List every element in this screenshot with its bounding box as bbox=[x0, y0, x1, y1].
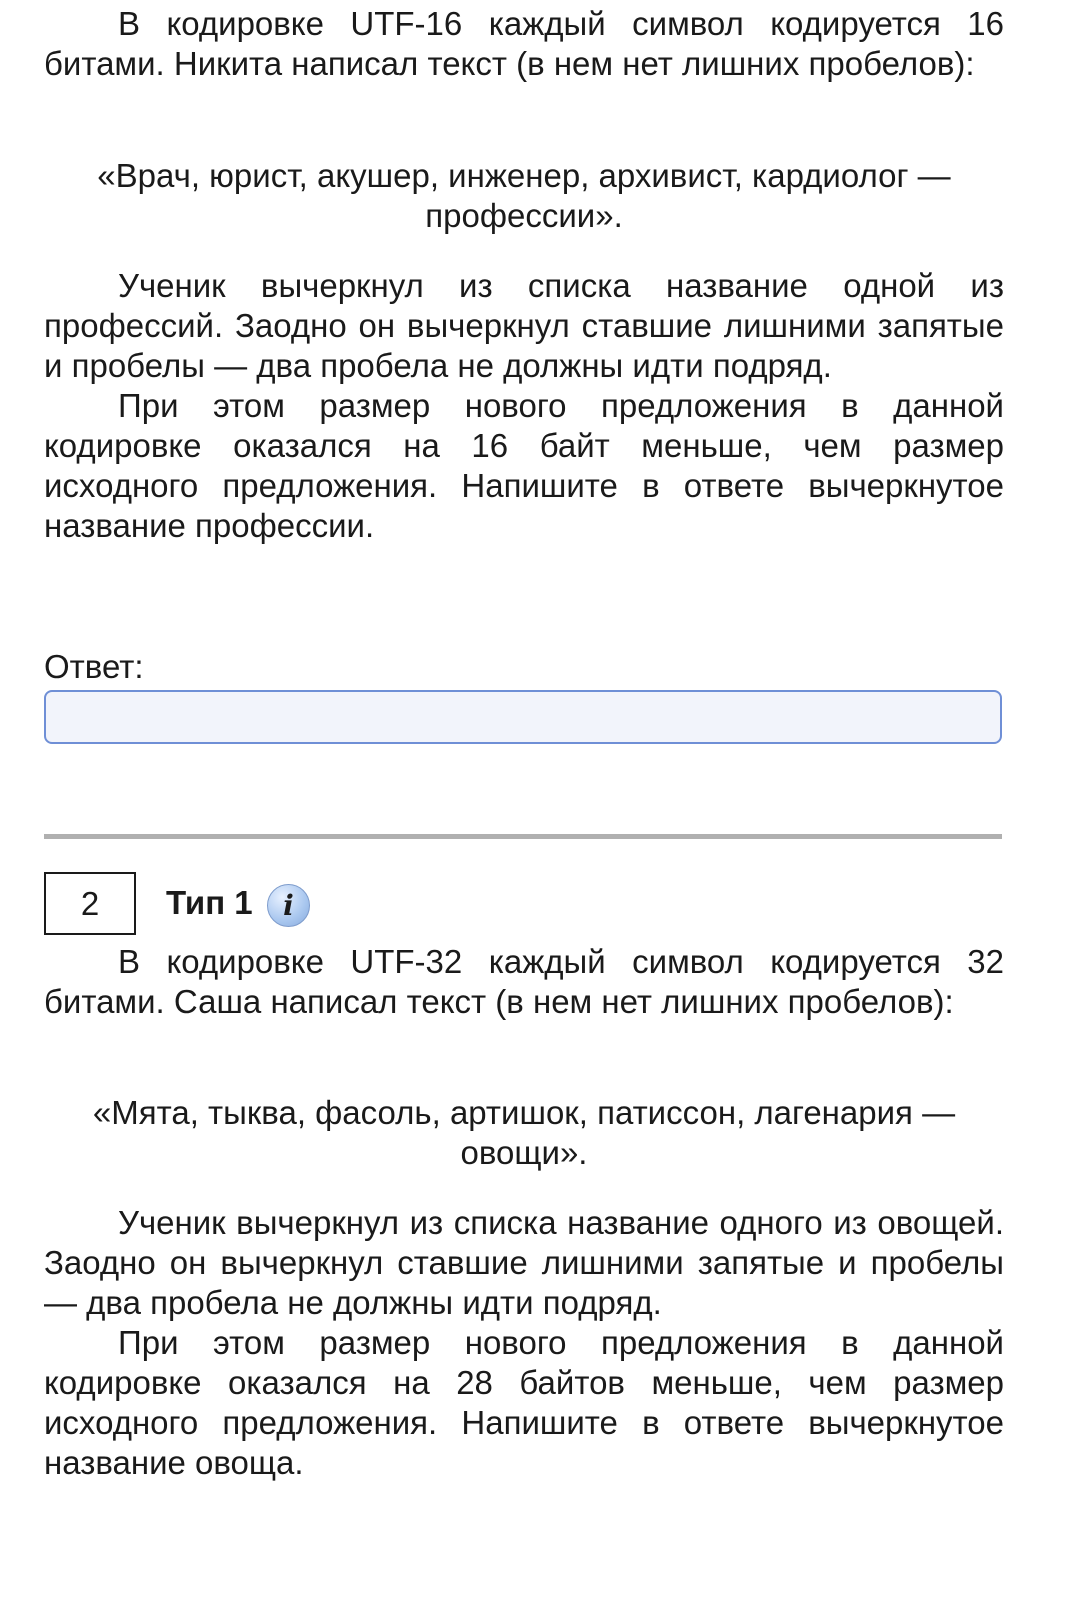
task1-quote: «Врач, юрист, акушер, инженер, архивист, кардиолог — профессии». bbox=[97, 157, 951, 234]
answer-input[interactable] bbox=[44, 690, 1002, 744]
task2-body bbox=[44, 1203, 1004, 1483]
task2-intro: В кодировке UTF-32 каждый символ кодируется 32 битами. Саша написал текст (в нем нет лишних пробелов): bbox=[44, 943, 1004, 1020]
answer-label: Ответ: bbox=[44, 648, 144, 685]
task2-block bbox=[44, 942, 1004, 1022]
task1-question: При этом размер нового предложения в данной кодировке оказался на 16 байт меньше, чем размер исходного предложения. Напишите в ответе вычеркнутое название профессии. bbox=[44, 387, 1004, 544]
task2-question: При этом размер нового предложения в данной кодировке оказался на 28 байтов меньше, чем размер исходного предложения. Напишите в ответе вычеркнутое название овоща. bbox=[44, 1324, 1004, 1481]
task1-intro: В кодировке UTF-16 каждый символ кодируется 16 битами. Никита написал текст (в нем нет лишних пробелов): bbox=[44, 5, 1004, 82]
task-type-label: Тип 1 bbox=[166, 884, 253, 921]
task1-condition: Ученик вычеркнул из списка название одной из профессий. Заодно он вычеркнул ставшие лишними запятые и пробелы — два пробела не должны идти подряд. bbox=[44, 267, 1004, 384]
task-number-box: 2 bbox=[44, 872, 136, 935]
task-separator bbox=[44, 834, 1002, 839]
task1-body bbox=[44, 266, 1004, 546]
task2-quote: «Мята, тыква, фасоль, артишок, патиссон, лагенария — овощи». bbox=[92, 1094, 956, 1171]
task1-quote-block bbox=[44, 156, 1004, 236]
task2-quote-block bbox=[44, 1093, 1004, 1173]
task1-block bbox=[44, 4, 1004, 84]
info-icon[interactable]: i bbox=[267, 884, 310, 927]
task2-condition: Ученик вычеркнул из списка название одного из овощей. Заодно он вычеркнул ставшие лишними запятые и пробелы — два пробела не должны идти подряд. bbox=[44, 1204, 1004, 1321]
